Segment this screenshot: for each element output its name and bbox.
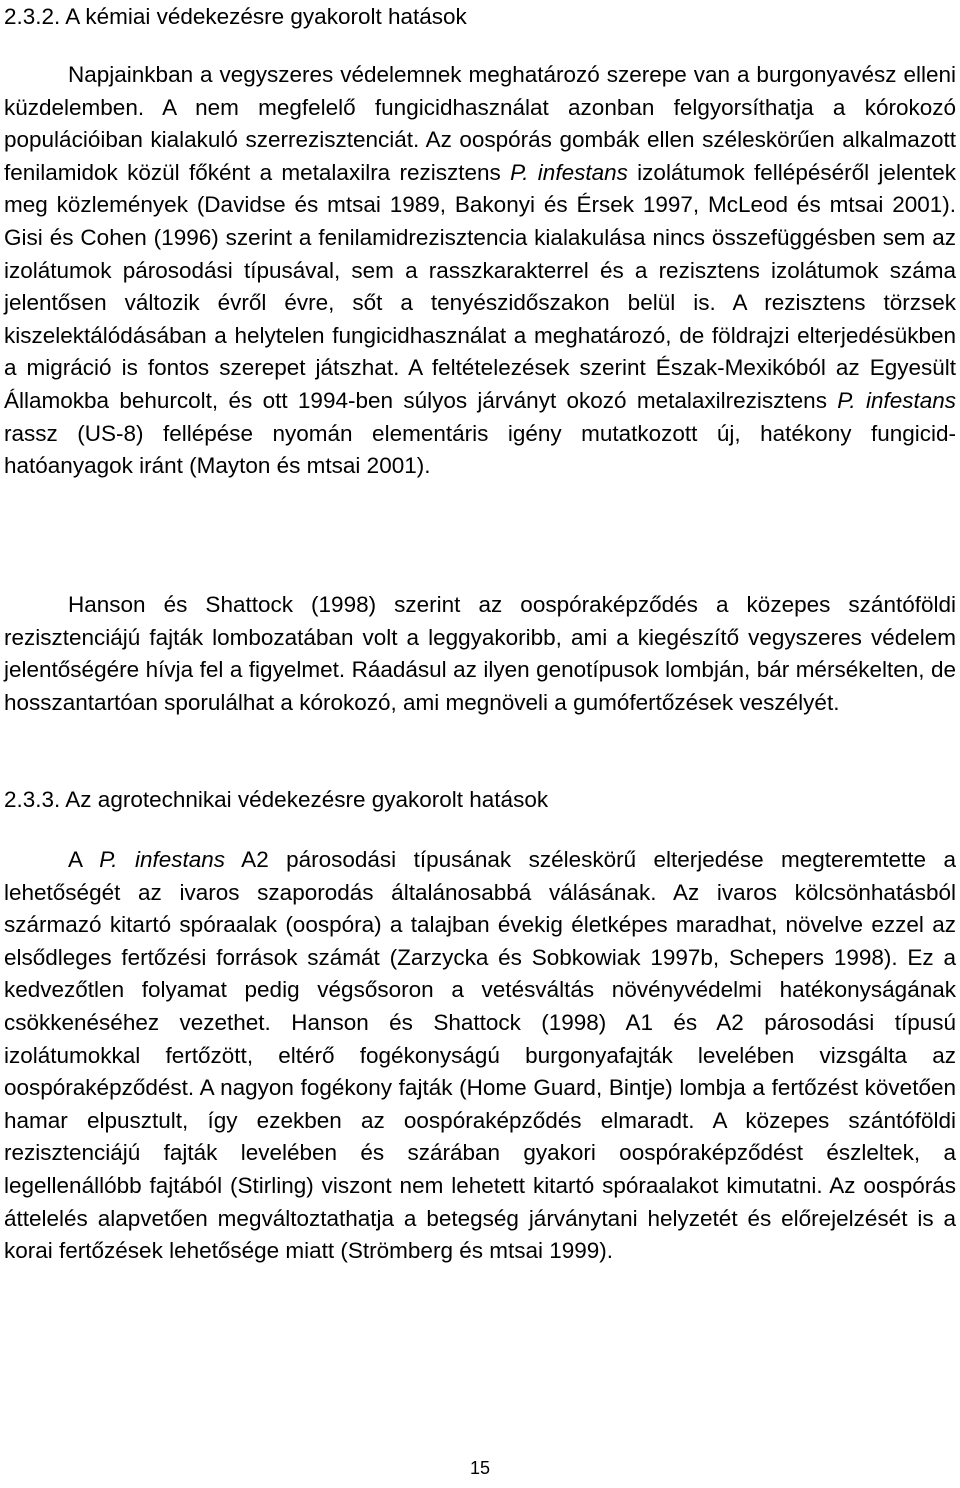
text-run: A	[68, 847, 100, 872]
paragraph	[4, 59, 956, 483]
text-run: A2 párosodási típusának széleskörű elterjedése megteremtette a lehetőségét az ivaros szaporodás általánosabbá válásának. Az ivaros kölcsönhatásból származó kitartó spóraalak (oospóra) a talajban évekig életképes maradhat, növelve ezzel az elsődleges fertőzési források számát (Zarzycka és Sobkowiak 1997b, Schepers 1998). Ez a kedvezőtlen folyamat pedig végsősoron a vetésváltás növényvédelmi hatékonyságának csökkenéséhez vezethet. Hanson és Shattock (1998) A1 és A2 párosodási típusú izolátumokkal fertőzött, eltérő fogékonyságú burgonyafajták levelében vizsgálta az oospóraképződést. A nagyon fogékony fajták (Home Guard, Bintje) lombja a fertőzést követően hamar elpusztult, így ezekben az oospóraképződés elmaradt. A közepes szántóföldi rezisztenciájú fajták levelében és szárában gyakori oospóraképződést észleltek, a legellenállóbb fajtából (Stirling) viszont nem lehetett kitartó spóraalakot kimutatni. Az oospórás áttelelés alapvetően megváltoztathatja a betegség járványtani helyzetét és előrejelzését is a korai fertőzések lehetősége miatt (Strömberg és mtsai 1999).	[4, 847, 956, 1264]
text-run: Napjainkban a vegyszeres védelemnek meghatározó szerepe van a burgonyavész elleni küzdelemben. A nem megfelelő fungicidhasználat azonban felgyorsíthatja a kórokozó populációiban kialakuló szerrezisztenciát. Az oospórás gombák ellen széleskörűen alkalmazott fenilamidok közül főként a metalaxilra rezisztens	[4, 62, 956, 185]
text-run: rassz (US-8) fellépése nyomán elementáris igény mutatkozott új, hatékony fungicid-hatóanyagok iránt (Mayton és mtsai 2001).	[4, 420, 956, 479]
section-heading-2-3-2: 2.3.2. A kémiai védekezésre gyakorolt hatások	[4, 4, 467, 29]
page-number: 15	[469, 1458, 491, 1478]
text-run: izolátumok fellépéséről jelentek meg közlemények (Davidse és mtsai 1989, Bakonyi és Érsek 1997, McLeod és mtsai 2001). Gisi és Cohen (1996) szerint a fenilamidrezisztencia kialakulása nincs összefüggésben sem az izolátumok párosodási típusával, sem a rasszkarakterrel és a rezisztens izolátumok száma jelentősen változik évről évre, sőt a tenyészidőszakon belül is. A rezisztens törzsek kiszelektálódásában a helytelen fungicidhasználat a meghatározó, de földrajzi elterjedésükben a migráció is fontos szerepet játszhat. A feltételezések szerint Észak-Mexikóból az Egyesült Államokba behurcolt, és ott 1994-ben súlyos járványt okozó metalaxilrezisztens	[4, 159, 956, 413]
paragraph	[4, 844, 956, 1268]
species-name: P. infestans	[510, 159, 628, 185]
section-heading-2-3-3: 2.3.3. Az agrotechnikai védekezésre gyakorolt hatások	[4, 787, 549, 812]
text-run: Hanson és Shattock (1998) szerint az oospóraképződés a közepes szántóföldi rezisztenciájú fajták lombozatában volt a leggyakoribb, ami a kiegészítő vegyszeres védelem jelentőségére hívja fel a figyelmet. Ráadásul az ilyen genotípusok lombján, bár mérsékelten, de hosszantartóan sporulálhat a kórokozó, ami megnöveli a gumófertőzések veszélyét.	[4, 592, 956, 715]
species-name: P. infestans	[837, 387, 956, 413]
species-name: P. infestans	[99, 847, 226, 872]
paragraph	[4, 589, 956, 719]
